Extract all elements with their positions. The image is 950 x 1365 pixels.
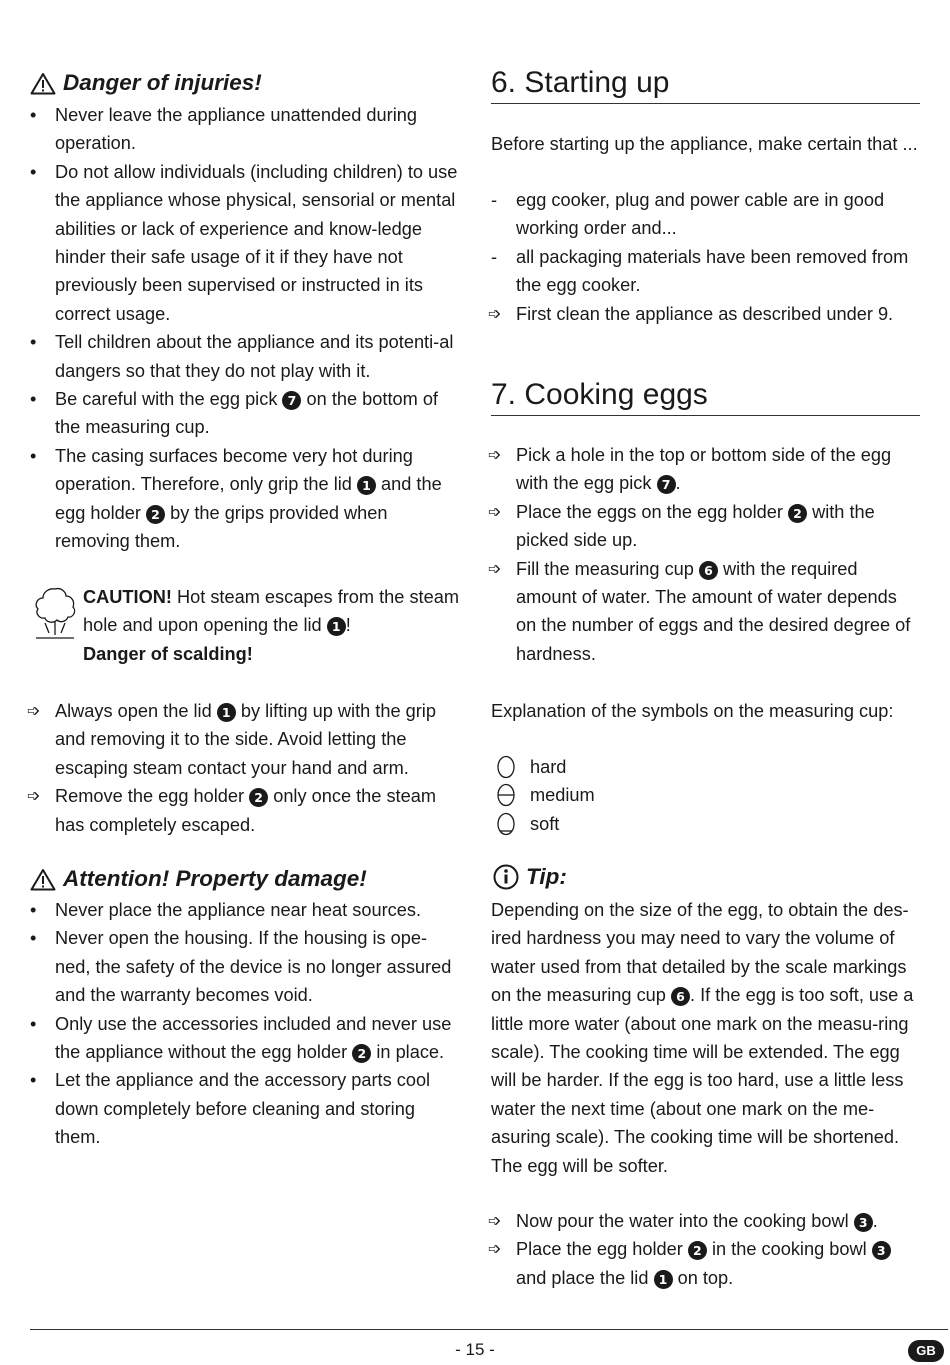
part-number-badge: 6 — [671, 987, 690, 1006]
tip-heading-text: Tip: — [526, 864, 567, 889]
list-item: • Let the appliance and the accessory parts cool down completely before cleaning and storing them. — [30, 1066, 462, 1151]
list-item: - egg cooker, plug and power cable are in good working order and... — [491, 186, 921, 243]
symbols-intro: Explanation of the symbols on the measuring cup: — [491, 701, 894, 721]
list-item: • Tell children about the appliance and its potenti-al dangers so that they do not play with it. — [30, 328, 462, 385]
part-number-badge: 7 — [657, 475, 676, 494]
list-item: ➩ Fill the measuring cup 6 with the required amount of water. The amount of water depends on the number of eggs and the desired degree of hardness. — [491, 555, 921, 669]
footer-rule — [30, 1329, 948, 1330]
section-6-rule — [491, 103, 920, 104]
part-number-badge: 7 — [282, 391, 301, 410]
tip-text: Depending on the size of the egg, to obtain the des-ired hardness you may need to vary the volume of water used from that detailed by the scale markings on the measuring cup 6 . If the egg is too soft, use a little more water (about one mark on the measu-ring scale). The cooking time will be extended. The egg will be harder. If the egg is too hard, use a little less water the next time (about one mark on the me-asuring scale). The cooking time will be shortened. The egg will be softer. — [491, 900, 914, 1176]
caution-label: CAUTION! — [83, 587, 172, 607]
part-number-badge: 2 — [352, 1044, 371, 1063]
section-6-intro: Before starting up the appliance, make certain that ... — [491, 134, 918, 154]
symbol-medium: medium — [496, 781, 595, 809]
section-6-checklist — [491, 186, 921, 300]
egg-hard-icon — [496, 755, 516, 779]
symbol-soft: soft — [496, 810, 559, 838]
part-number-badge: 3 — [872, 1241, 891, 1260]
attention-heading-text: Attention! Property damage! — [63, 866, 367, 891]
part-number-badge: 2 — [688, 1241, 707, 1260]
part-number-badge: 2 — [249, 788, 268, 807]
danger-heading-text: Danger of injuries! — [63, 70, 262, 95]
caution-note: CAUTION! Hot steam escapes from the steam hole and upon opening the lid 1 ! Danger of scalding! — [83, 587, 459, 664]
part-number-badge: 1 — [654, 1270, 673, 1289]
page-number: - 15 - — [455, 1340, 495, 1359]
attention-heading — [30, 864, 367, 894]
list-item: ➩ Place the egg holder 2 in the cooking bowl 3 and place the lid 1 on top. — [491, 1235, 921, 1292]
section-6-steps — [491, 300, 921, 328]
steam-steps — [30, 697, 462, 839]
list-item: • Never leave the appliance unattended during operation. — [30, 101, 462, 158]
part-number-badge: 2 — [788, 504, 807, 523]
language-badge: GB — [908, 1340, 944, 1362]
info-icon — [493, 864, 519, 890]
list-item: • Only use the accessories included and never use the appliance without the egg holder 2 in place. — [30, 1010, 462, 1067]
list-item: ➩ Pick a hole in the top or bottom side of the egg with the egg pick 7 . — [491, 441, 921, 498]
section-6-title: 6. Starting up — [491, 66, 670, 99]
list-item: ➩ Always open the lid 1 by lifting up with the grip and removing it to the side. Avoid letting the escaping steam contact your hand and arm. — [30, 697, 462, 782]
list-item: ➩ Remove the egg holder 2 only once the steam has completely escaped. — [30, 782, 462, 839]
list-item: • The casing surfaces become very hot during operation. Therefore, only grip the lid 1 and the egg holder 2 by the grips provided when removing them. — [30, 442, 462, 556]
caution-danger-label: Danger of scalding! — [83, 643, 253, 664]
list-item: ➩ Place the eggs on the egg holder 2 with the picked side up. — [491, 498, 921, 555]
warning-triangle-icon — [30, 868, 56, 891]
egg-soft-icon — [496, 812, 516, 836]
tip-heading — [493, 862, 567, 892]
egg-medium-icon — [496, 783, 516, 807]
part-number-badge: 2 — [146, 505, 165, 524]
warning-triangle-icon — [30, 72, 56, 95]
part-number-badge: 3 — [854, 1213, 873, 1232]
section-7-steps — [491, 441, 921, 668]
section-7-title: 7. Cooking eggs — [491, 378, 708, 411]
list-item: • Never place the appliance near heat sources. — [30, 896, 462, 924]
symbol-hard: hard — [496, 753, 566, 781]
final-steps — [491, 1207, 921, 1292]
list-item: ➩ Now pour the water into the cooking bowl 3 . — [491, 1207, 921, 1235]
part-number-badge: 6 — [699, 561, 718, 580]
list-item: • Never open the housing. If the housing is ope-ned, the safety of the device is no longer assured and the warranty becomes void. — [30, 924, 462, 1009]
part-number-badge: 1 — [217, 703, 236, 722]
danger-heading — [30, 68, 262, 98]
part-number-badge: 1 — [327, 617, 346, 636]
section-7-rule — [491, 415, 920, 416]
attention-list — [30, 896, 462, 1152]
steam-icon — [32, 585, 78, 649]
list-item: ➩ First clean the appliance as described under 9. — [491, 300, 921, 328]
list-item: • Do not allow individuals (including children) to use the appliance whose physical, sensorial or mental abilities or lack of experience and know-ledge hinder their safe usage of it if they have not previously been supervised or instructed in its correct usage. — [30, 158, 462, 328]
danger-list — [30, 101, 462, 556]
part-number-badge: 1 — [357, 476, 376, 495]
list-item: • Be careful with the egg pick 7 on the bottom of the measuring cup. — [30, 385, 462, 442]
list-item: - all packaging materials have been removed from the egg cooker. — [491, 243, 921, 300]
